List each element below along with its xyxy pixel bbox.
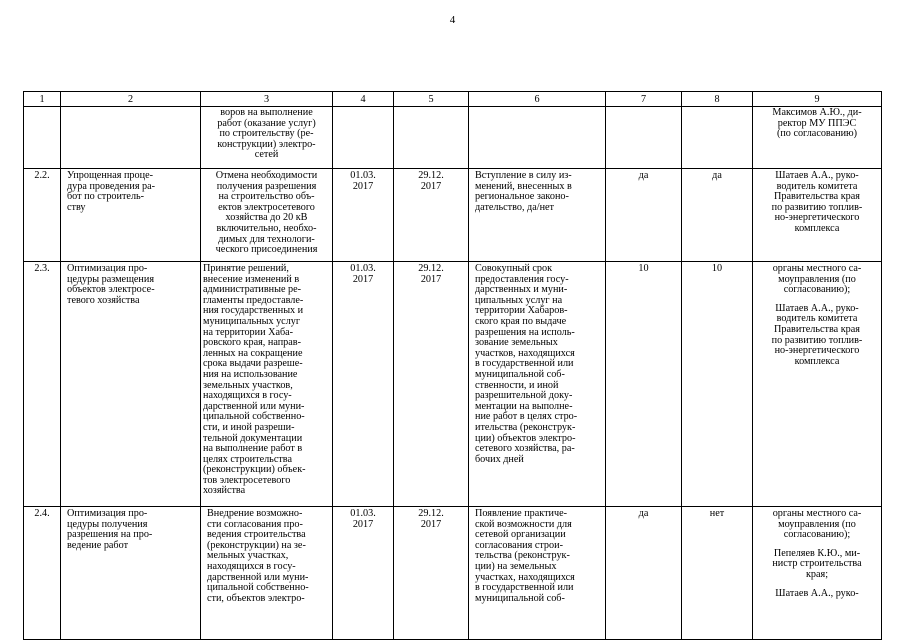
text-line: целях строительства [203,453,292,465]
text-line: в государственной или [475,582,574,594]
text-line: по развитию топлив- [771,201,863,213]
responsible-cell [753,107,882,169]
text-line: срока выдачи разреше- [203,358,303,370]
text-line: органы местного са- [772,263,862,274]
text-line: водитель комитета [776,313,858,325]
text-line: бот по строитель- [67,191,145,203]
text-line: объектов электросе- [67,284,155,296]
text-line: предоставления госу- [475,273,569,285]
text-line: Упрощенная проце- [67,170,153,181]
text-line: Максимов А.Ю., ди- [772,107,862,118]
text-line: работ (оказание услуг) [217,117,316,129]
text-line: на строительство объ- [218,191,315,203]
text-line: 01.03. [350,508,376,519]
text-line: региональное законо- [475,191,569,203]
text-line: 29.12. [418,263,444,274]
measure-description [201,169,333,262]
table-row [24,169,882,262]
indicator-cell [469,107,606,169]
fact-value: 10 [682,262,753,507]
text-line: Появление практиче- [475,508,568,519]
end-date [394,169,469,262]
text-line: тов электросетевого [203,474,291,486]
text-line: Оптимизация про- [67,263,148,274]
text-line: на территории Хаба- [203,326,294,338]
responsible-entry [755,171,879,235]
text-line: Оптимизация про- [67,508,148,519]
text-line: ментации на выполне- [475,400,573,412]
text-line: Внедрение возможно- [207,508,303,519]
text-line: ципальных услуг на [475,294,563,306]
column-number: 8 [682,92,753,107]
measure-description [201,507,333,640]
start-date-cell [333,107,394,169]
text-line: Принятие решений, [203,263,289,274]
text-line: (по согласованию) [776,128,858,140]
text-line: органы местного са- [772,508,862,519]
text-line: мельных участках, [207,550,289,562]
text-line: но-энергетического [774,212,860,224]
column-number: 4 [333,92,394,107]
row-number-cell [24,107,61,169]
text-line: ческого присоединения [215,244,318,256]
start-date [333,169,394,262]
text-line: участков, находящихся [475,347,575,359]
text-line: 2017 [420,180,442,192]
plan-value: 10 [606,262,682,507]
responsible-entry [755,549,879,581]
end-date [394,507,469,640]
text-line: ству [67,201,86,213]
text-line: хозяйства до 20 кВ [225,212,308,224]
text-line: ции) на земельных [475,560,557,572]
text-line: Правительства края [774,323,860,335]
text-line: Шатаев А.А., руко- [775,170,859,181]
text-line: территории Хабаров- [475,305,568,317]
text-line: дура проведения ра- [67,180,156,192]
text-line: дарственных и муни- [475,284,568,296]
measure-name [61,169,201,262]
text-line: 2017 [420,273,442,285]
end-date-cell [394,107,469,169]
text-line: тельства (реконструк- [475,550,570,562]
text-line: но-энергетического [774,345,860,357]
plan-value-cell [606,107,682,169]
text-line: 2017 [352,273,374,285]
text-line: ректор МУ ППЭС [777,117,857,129]
text-line: сетей [254,149,279,161]
text-line: тельной документации [203,432,303,444]
row-number: 2.2. [24,169,61,262]
text-line: комплекса [794,222,840,234]
page-number: 4 [449,14,456,26]
text-line: моуправления (по [778,273,856,285]
text-line: сти, объектов электро- [207,592,305,604]
text-line: по развитию топлив- [771,334,863,346]
text-line: 2017 [420,518,442,530]
indicator-description [469,262,606,507]
text-line: согласования строи- [475,539,563,551]
column-number: 3 [201,92,333,107]
text-line: согласованию); [783,284,851,296]
fact-value: нет [682,507,753,640]
fact-value-cell [682,107,753,169]
responsible-entry [755,509,879,541]
table-row [24,262,882,507]
text-line: дарственной или муни- [207,571,309,583]
text-line: димых для технологи- [218,233,315,245]
text-line: Вступление в силу из- [475,170,572,181]
text-line: Шатаев А.А., руко- [775,587,859,599]
text-line: разрешения на про- [67,529,153,541]
text-line: внесение изменений в [203,273,300,285]
measure-name [61,262,201,507]
text-line: комплекса [794,355,840,367]
text-line: Совокупный срок [475,263,553,274]
start-date [333,507,394,640]
text-line: ние работ в целях стро- [475,411,578,423]
text-line: хозяйства [203,485,246,497]
row-number: 2.4. [24,507,61,640]
text-line: конструкции) электро- [217,138,316,150]
measure-name-cell [61,107,201,169]
text-line: ской возможности для [475,518,572,530]
responsible-cell [753,507,882,640]
text-line: гламенты предоставле- [203,294,304,306]
plan-value: да [606,169,682,262]
indicator-description [469,507,606,640]
text-line: дарственной или муни- [203,400,305,412]
text-line: сетевой организации [475,529,566,541]
text-line: ведения строительства [207,529,306,541]
measures-table [23,91,882,640]
measure-name [61,507,201,640]
text-line: получения разрешения [216,180,317,192]
text-line: ственности, и иной [475,379,559,391]
column-number: 1 [24,92,61,107]
text-line: ского края по выдаче [475,315,567,327]
text-line: менений, внесенных в [475,180,572,192]
column-number-row [24,92,882,107]
text-line: Правительства края [774,191,860,203]
text-line: ципальной собственно- [207,582,309,594]
text-line: сетевого хозяйства, ра- [475,443,575,455]
text-line: ции) объектов электро- [475,432,576,444]
text-line: разрешения на исполь- [475,326,575,338]
text-line: ния на использование [203,368,298,380]
column-number: 5 [394,92,469,107]
table-row [24,507,882,640]
text-line: 01.03. [350,263,376,274]
text-line: на выполнение работ в [203,443,303,455]
text-line: административные ре- [203,284,302,296]
text-line: по строительству (ре- [219,128,314,140]
text-line: ровского края, направ- [203,337,302,349]
text-line: ния государственных и [203,305,304,317]
text-line: в государственной или [475,358,574,370]
column-number: 6 [469,92,606,107]
column-number: 7 [606,92,682,107]
responsible-entry [755,589,879,600]
text-line: Шатаев А.А., руко- [775,302,859,314]
text-line: сти, и иной разреши- [203,421,295,433]
text-line: цедуры размещения [67,273,155,285]
responsible-cell [753,169,882,262]
text-line: Отмена необходимости [215,170,318,181]
text-line: согласованию); [783,529,851,541]
measure-description [201,107,333,169]
text-line: муниципальной соб- [475,368,565,380]
text-line: ленных на сокращение [203,347,303,359]
text-line: (реконструкции) объек- [203,464,306,476]
measure-description [201,262,333,507]
text-line: 29.12. [418,170,444,181]
column-number: 9 [753,92,882,107]
text-line: нистр строительства [772,558,862,570]
text-line: сти согласования про- [207,518,303,530]
text-line: моуправления (по [778,518,856,530]
text-line: края; [805,568,829,580]
text-line: цедуры получения [67,518,148,530]
start-date [333,262,394,507]
row-number: 2.3. [24,262,61,507]
table-row-continuation [24,107,882,169]
text-line: включительно, необхо- [216,222,317,234]
text-line: (реконструкции) на зе- [207,539,306,551]
text-line: бочих дней [475,453,524,465]
text-line: находящихся в госу- [203,390,292,402]
text-line: 2017 [352,518,374,530]
text-line: Пепеляев К.Ю., ми- [773,547,861,559]
text-line: разрешительной доку- [475,390,573,402]
text-line: дательство, да/нет [475,201,555,213]
text-line: участках, находящихся [475,571,575,583]
text-line: муниципальной соб- [475,592,565,604]
responsible-entry [755,264,879,296]
responsible-cell [753,262,882,507]
text-line: зование земельных [475,337,558,349]
text-line: земельных участков, [203,379,293,391]
text-line: ектов электросетевого [218,201,315,213]
end-date [394,262,469,507]
text-line: 01.03. [350,170,376,181]
text-line: 2017 [352,180,374,192]
fact-value: да [682,169,753,262]
text-line: находящихся в госу- [207,560,296,572]
responsible-entry [755,108,879,140]
text-line: ительства (реконструк- [475,421,576,433]
column-number: 2 [61,92,201,107]
indicator-description [469,169,606,262]
text-line: ведение работ [67,539,129,551]
plan-value: да [606,507,682,640]
text-line: водитель комитета [776,180,858,192]
text-line: ципальной собственно- [203,411,305,423]
text-line: воров на выполнение [220,107,313,118]
text-line: муниципальных услуг [203,315,301,327]
responsible-entry [755,304,879,368]
text-line: тевого хозяйства [67,294,140,306]
text-line: 29.12. [418,508,444,519]
